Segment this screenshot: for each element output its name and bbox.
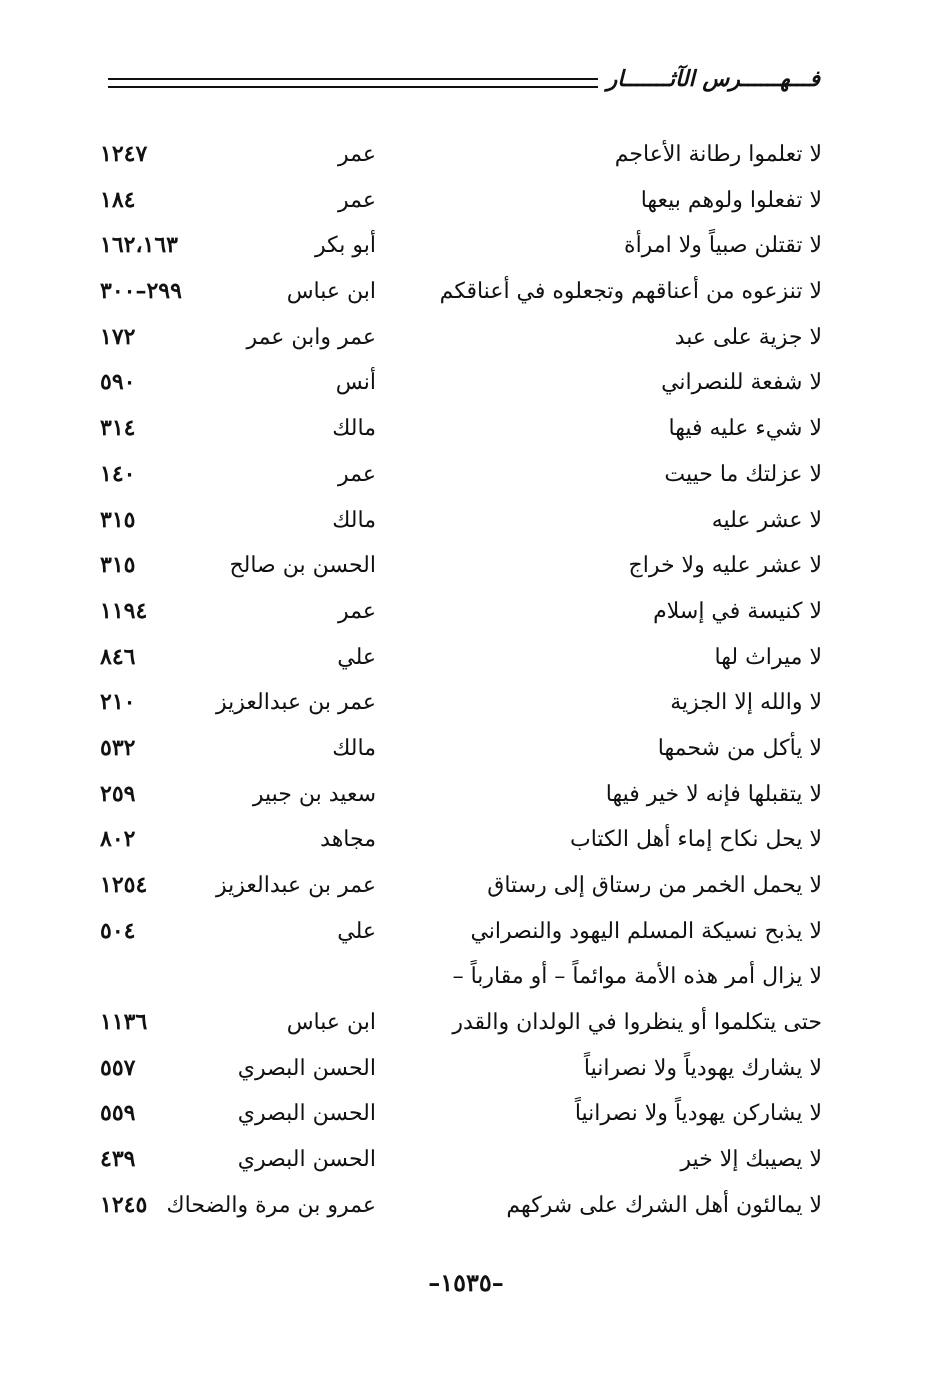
- page-reference: ١٧٢: [100, 323, 136, 350]
- page-reference: ١٢٤٧: [100, 141, 148, 167]
- page-reference: ٤٣٩: [100, 1146, 136, 1173]
- athar-narrator: الحسن البصري: [237, 1055, 376, 1081]
- index-row: [100, 498, 822, 544]
- athar-narrator: مالك: [332, 507, 376, 533]
- index-row: [100, 269, 822, 315]
- athar-phrase: لا عزلتك ما حييت: [664, 461, 822, 487]
- page-reference: ٣١٤: [100, 415, 136, 442]
- index-row: [100, 772, 822, 818]
- index-row: [100, 635, 822, 681]
- page-reference: ١٢٤٥: [100, 1191, 148, 1218]
- page-reference: ١١٩٤: [100, 597, 148, 624]
- athar-phrase: لا يحل نكاح إماء أهل الكتاب: [569, 827, 822, 853]
- athar-narrator: ابن عباس: [286, 1010, 376, 1036]
- page-reference: ٨٤٦: [100, 643, 136, 670]
- page-reference: ٥٩٠: [100, 369, 136, 396]
- athar-phrase: لا يمالئون أهل الشرك على شركهم: [506, 1192, 822, 1218]
- index-row: [100, 360, 822, 406]
- athar-phrase: لا يتقبلها فإنه لا خير فيها: [605, 781, 822, 807]
- athar-narrator: مالك: [332, 735, 376, 761]
- athar-phrase: لا والله إلا الجزية: [670, 690, 822, 716]
- index-row: [100, 589, 822, 635]
- athar-narrator: سعيد بن جبير: [252, 781, 376, 807]
- index-row: [100, 1091, 822, 1137]
- athar-narrator: علي: [337, 918, 376, 944]
- athar-narrator: عمر بن عبدالعزيز: [216, 690, 376, 716]
- index-row: [100, 1000, 822, 1046]
- page-reference: ١٤٠: [100, 460, 136, 487]
- index-row: [100, 817, 822, 863]
- athar-narrator: عمر: [338, 461, 376, 487]
- athar-narrator: أنس: [335, 370, 376, 396]
- header-title: فـــهــــــرس الآثـــــــار: [606, 66, 820, 92]
- athar-narrator: عمر وابن عمر: [246, 324, 376, 350]
- index-row: [100, 543, 822, 589]
- athar-phrase: لا يشارك يهودياً ولا نصرانياً: [583, 1055, 822, 1081]
- index-row: [100, 452, 822, 498]
- athar-narrator: عمرو بن مرة والضحاك: [166, 1192, 376, 1218]
- page-number: –١٥٣٥–: [428, 1268, 504, 1297]
- index-row: [100, 1183, 822, 1229]
- athar-phrase: لا يزال أمر هذه الأمة موائماً – أو مقارباً –: [452, 964, 822, 990]
- athar-narrator: ابن عباس: [286, 279, 376, 305]
- page-reference: ١٢٥٤: [100, 872, 148, 898]
- athar-phrase: لا يأكل من شحمها: [657, 735, 822, 761]
- page-reference: ٥٥٩: [100, 1100, 136, 1127]
- header-rule-bottom: [108, 86, 598, 88]
- index-row: [100, 954, 822, 1000]
- running-header: [108, 66, 820, 106]
- page-reference: ٢٩٩–٣٠٠: [100, 278, 182, 305]
- page-reference: ٢١٠: [100, 689, 136, 716]
- athar-narrator: الحسن البصري: [237, 1147, 376, 1173]
- athar-narrator: عمر بن عبدالعزيز: [216, 873, 376, 898]
- athar-narrator: مجاهد: [320, 827, 376, 853]
- athar-phrase: لا عشر عليه ولا خراج: [628, 553, 822, 579]
- index-row: [100, 1046, 822, 1092]
- athar-narrator: عمر: [338, 598, 376, 624]
- athar-phrase: لا شفعة للنصراني: [661, 370, 822, 396]
- athar-narrator: علي: [337, 644, 376, 670]
- athar-narrator: الحسن بن صالح: [229, 553, 376, 579]
- athar-phrase: لا تنزعوه من أعناقهم وتجعلوه في أعناقكم: [439, 279, 822, 305]
- index-row: [100, 178, 822, 224]
- athar-phrase: لا كنيسة في إسلام: [653, 598, 822, 624]
- athar-phrase: لا يشاركن يهودياً ولا نصرانياً: [574, 1101, 822, 1127]
- athar-narrator: عمر: [338, 142, 376, 167]
- athar-phrase: لا يحمل الخمر من رستاق إلى رستاق: [487, 873, 822, 898]
- athar-phrase: لا تفعلوا ولوهم بيعها: [640, 187, 822, 213]
- page-reference: ٥٠٤: [100, 917, 136, 944]
- athar-narrator: الحسن البصري: [237, 1101, 376, 1127]
- page-reference: ٣١٥: [100, 552, 136, 579]
- athar-phrase: لا تقتلن صبياً ولا امرأة: [624, 233, 822, 259]
- athar-phrase: لا عشر عليه: [711, 507, 822, 533]
- page-reference: ٥٣٢: [100, 734, 136, 761]
- page-reference: ٢٥٩: [100, 780, 136, 807]
- index-row: [100, 223, 822, 269]
- page-reference: ١٨٤: [100, 186, 136, 213]
- athar-phrase: لا شيء عليه فيها: [668, 416, 822, 442]
- index-row: [100, 406, 822, 452]
- athar-phrase: لا ميراث لها: [714, 644, 822, 670]
- athar-narrator: مالك: [332, 416, 376, 442]
- athar-phrase: حتى يتكلموا أو ينظروا في الولدان والقدر: [452, 1010, 822, 1036]
- athar-index-table: [100, 132, 822, 1229]
- index-row: [100, 909, 822, 955]
- athar-narrator: عمر: [338, 187, 376, 213]
- page-reference: ١٦٢،١٦٣: [100, 232, 178, 259]
- index-row: [100, 726, 822, 772]
- athar-phrase: لا تعلموا رطانة الأعاجم: [614, 142, 822, 167]
- athar-phrase: لا يصيبك إلا خير: [680, 1147, 822, 1173]
- index-row: [100, 863, 822, 909]
- header-rule-top: [108, 78, 598, 80]
- athar-phrase: لا يذبح نسيكة المسلم اليهود والنصراني: [470, 918, 822, 944]
- athar-narrator: أبو بكر: [314, 233, 376, 259]
- index-row: [100, 132, 822, 178]
- athar-phrase: لا جزية على عبد: [674, 324, 822, 350]
- page-reference: ٥٥٧: [100, 1054, 136, 1081]
- page-reference: ٣١٥: [100, 506, 136, 533]
- index-row: [100, 1137, 822, 1183]
- index-row: [100, 315, 822, 361]
- index-row: [100, 680, 822, 726]
- page-reference: ٨٠٢: [100, 826, 136, 853]
- page-reference: ١١٣٦: [100, 1009, 148, 1036]
